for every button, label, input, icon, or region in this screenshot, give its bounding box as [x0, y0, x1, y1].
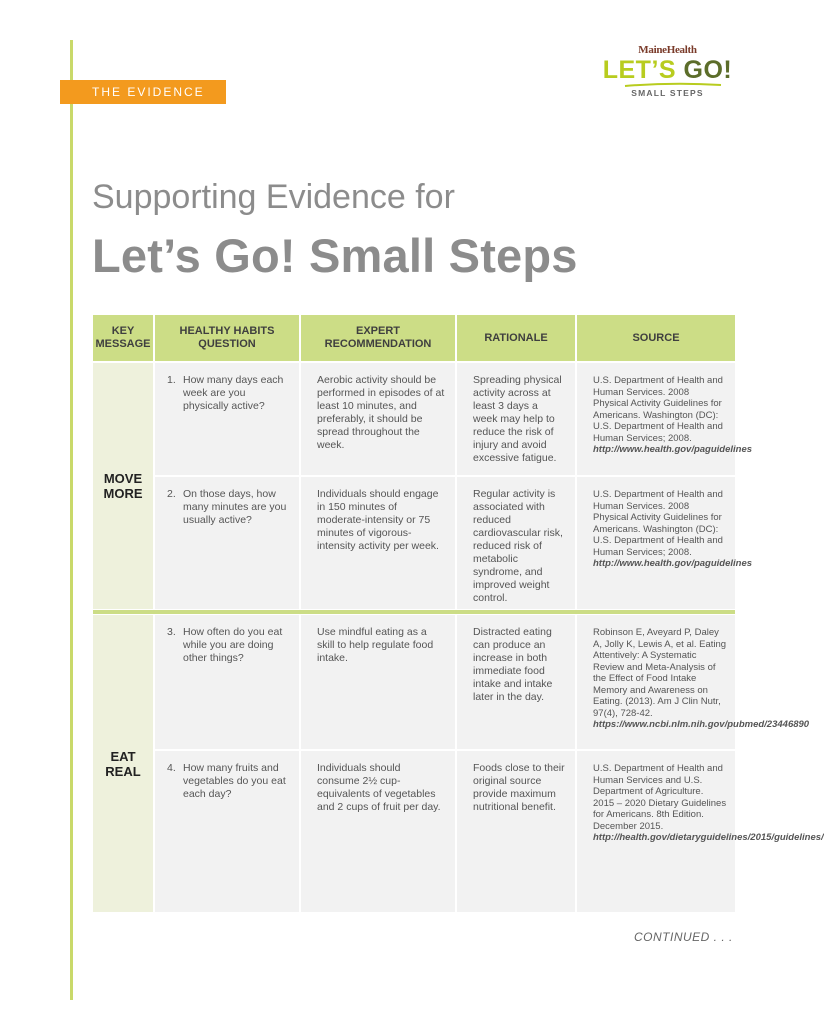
question-cell [155, 615, 299, 749]
question-number: 2. [167, 488, 176, 500]
question-cell [155, 477, 299, 609]
question-number: 4. [167, 762, 176, 774]
logo-org: MaineHealth [638, 44, 697, 56]
question-text: How often do you eat while you are doing other things? [183, 626, 283, 664]
question-number: 1. [167, 374, 176, 386]
header-rationale: RATIONALE [457, 315, 575, 361]
question-number: 3. [167, 626, 176, 638]
question-text: How many fruits and vegetables do you eat each day? [183, 762, 286, 800]
source-text: Robinson E, Aveyard P, Daley A, Jolly K, Lewis A, et al. Eating Attentively: A Systematic Review and Meta-Analysis of the Effect of Food Intake Memory and Awareness on Eating. (2013). Am J Clin Nutr, 97(4), 728-42. [593, 627, 727, 719]
header-source: SOURCE [577, 315, 735, 361]
logo-swoosh-icon [623, 82, 723, 88]
header-recommendation: EXPERT RECOMMENDATION [301, 315, 455, 361]
rationale-cell: Spreading physical activity across at least 3 days a week may help to reduce the risk of injury and avoid excessive fatigue. [457, 363, 575, 475]
header-question: HEALTHY HABITS QUESTION [155, 315, 299, 361]
page-subtitle: Supporting Evidence for [92, 178, 455, 216]
question-cell [155, 363, 299, 475]
source-link[interactable]: http://health.gov/dietaryguidelines/2015/guidelines/ [593, 832, 824, 843]
section-tag: THE EVIDENCE [60, 80, 226, 104]
recommendation-cell: Individuals should consume 2½ cup-equivalents of vegetables and 2 cups of fruit per day. [301, 751, 455, 912]
logo-main-b: GO! [683, 56, 733, 84]
source-text: U.S. Department of Health and Human Services. 2008 Physical Activity Guidelines for Americans. Washington (DC): U.S. Department of Health and Human Services; 2008. [593, 375, 723, 444]
rationale-cell: Foods close to their original source provide maximum nutritional benefit. [457, 751, 575, 912]
source-link[interactable]: http://www.health.gov/paguidelines [593, 558, 753, 569]
page-title: Let’s Go! Small Steps [92, 229, 578, 282]
source-cell [577, 363, 753, 475]
recommendation-cell: Use mindful eating as a skill to help regulate food intake. [301, 615, 455, 749]
source-cell [577, 477, 753, 609]
source-cell [577, 615, 810, 749]
left-accent-line [70, 40, 73, 1000]
question-cell [155, 751, 299, 912]
key-message-move-more: MOVE MORE [93, 363, 153, 609]
source-text: U.S. Department of Health and Human Services. 2008 Physical Activity Guidelines for Americans. Washington (DC): U.S. Department of Health and Human Services; 2008. [593, 489, 723, 558]
source-text: U.S. Department of Health and Human Services and U.S. Department of Agriculture. 2015 – 2020 Dietary Guidelines for Americans. 8th Edition. December 2015. [593, 763, 727, 832]
group-divider [93, 610, 735, 614]
source-cell [577, 751, 824, 912]
rationale-cell: Distracted eating can produce an increase in both immediate food intake and intake later in the day. [457, 615, 575, 749]
continued-label: CONTINUED . . . [634, 930, 733, 944]
logo-sub: SMALL STEPS [631, 88, 704, 98]
recommendation-cell: Aerobic activity should be performed in episodes of at least 10 minutes, and preferably, it should be spread throughout the week. [301, 363, 455, 475]
logo-main [595, 56, 740, 84]
key-message-eat-real: EAT REAL [93, 615, 153, 912]
logo-main-a: LET’S [602, 56, 684, 84]
logo [595, 44, 740, 108]
question-text: On those days, how many minutes are you usually active? [183, 488, 287, 526]
source-link[interactable]: http://www.health.gov/paguidelines [593, 444, 753, 455]
header-key-message: KEY MESSAGE [93, 315, 153, 361]
evidence-table [93, 315, 824, 912]
source-link[interactable]: https://www.ncbi.nlm.nih.gov/pubmed/23446890 [593, 719, 810, 730]
recommendation-cell: Individuals should engage in 150 minutes of moderate-intensity or 75 minutes of vigorous-intensity activity per week. [301, 477, 455, 609]
question-text: How many days each week are you physically active? [183, 374, 284, 412]
rationale-cell: Regular activity is associated with reduced cardiovascular risk, reduced risk of metabolic syndrome, and improved weight control. [457, 477, 575, 609]
